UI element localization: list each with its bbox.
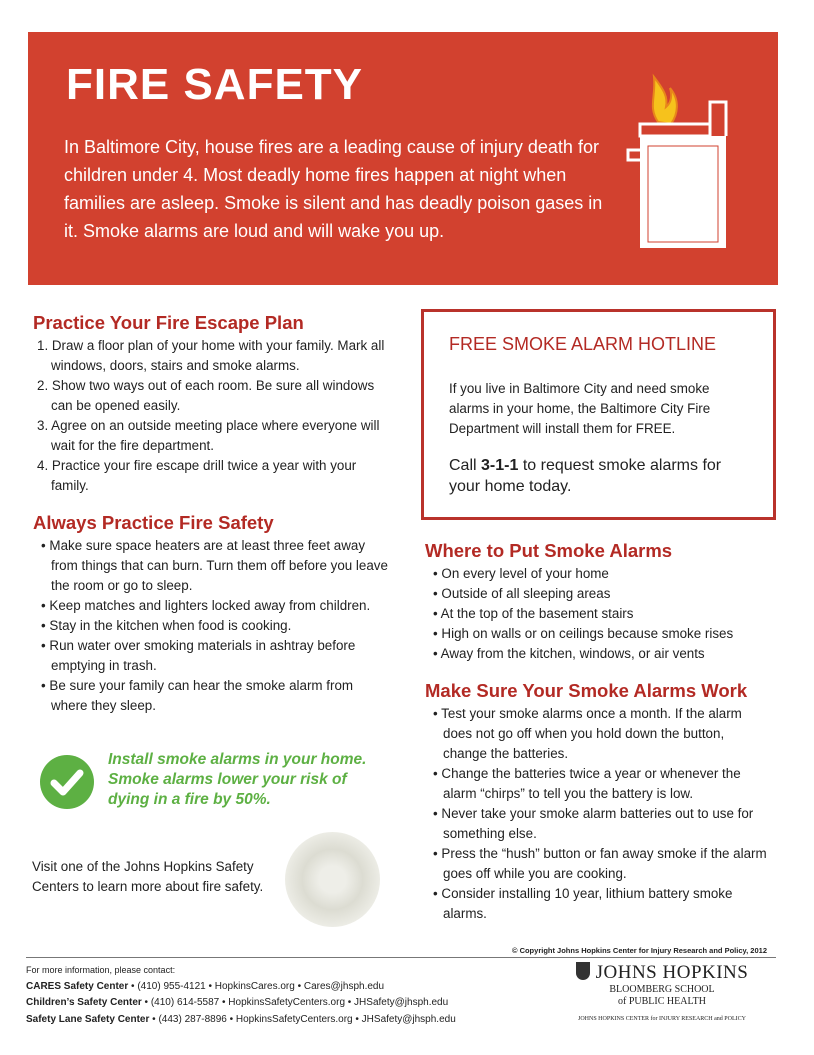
visit-line: Visit one of the Johns Hopkins Safety [32,859,254,874]
list-item: • Keep matches and lighters locked away from children. [33,596,388,616]
work-section [425,680,770,924]
hotline-text: If you live in Baltimore City and need smoke alarms in your home, the Baltimore City Fire Department will install them for FREE. [449,381,711,436]
list-item: • Be sure your family can hear the smoke alarm from where they sleep. [33,676,388,716]
page-title: FIRE SAFETY [66,60,364,109]
copyright: © Copyright Johns Hopkins Center for Injury Research and Policy, 2012 [511,946,767,955]
section-heading: Practice Your Fire Escape Plan [33,312,304,333]
stove-fire-icon [626,72,746,252]
fire-safety-section [33,512,388,716]
list-item: • Test your smoke alarms once a month. If the alarm does not go off when you hold down the button, change the batteries. [425,704,770,764]
contact-info: • (410) 955-4121 • HopkinsCares.org • Cares@jhsph.edu [128,980,385,992]
visit-text [32,857,263,897]
contact-name: Safety Lane Safety Center [26,1013,150,1025]
call-pre: Call [449,457,482,474]
logo-school: BLOOMBERG SCHOOL [609,984,715,995]
tip-line: Smoke alarms lower your risk of [108,771,347,788]
list-item: • Change the batteries twice a year or whenever the alarm “chirps” to tell you the battery is low. [425,764,770,804]
logo-name [572,962,752,984]
hotline-box [421,309,776,520]
header-banner [28,32,778,285]
tip-line: Install smoke alarms in your home. [108,751,367,768]
escape-plan-section [33,312,393,496]
contact-row [26,979,456,996]
list-item: • On every level of your home [425,564,775,584]
contact-row [26,995,456,1012]
list-item: • Make sure space heaters are at least three feet away from things that can burn. Turn them off before you leave the room or go to sleep. [33,536,388,596]
checkmark-icon [40,755,94,809]
jhu-logo [572,962,752,1022]
list-item: 1. Draw a floor plan of your home with your family. Mark all windows, doors, stairs and smoke alarms. [37,338,385,373]
shield-icon [576,962,590,980]
logo-center: JOHNS HOPKINS CENTER for INJURY RESEARCH and POLICY [578,1016,746,1022]
contact-row [26,1012,456,1029]
list-item: • High on walls or on ceilings because smoke rises [425,624,775,644]
contact-info: • (410) 614-5587 • HopkinsSafetyCenters.org • JHSafety@jhsph.edu [141,997,449,1008]
list-item: 4. Practice your fire escape drill twice a year with your family. [37,458,357,493]
visit-line: Centers to learn more about fire safety. [32,879,264,894]
list-item: 2. Show two ways out of each room. Be sure all windows can be opened easily. [37,378,375,413]
call-post: to request smoke alarms for your home today. [449,457,722,495]
list-item: 3. Agree on an outside meeting place where everyone will wait for the fire department. [37,418,380,453]
tip-callout [108,750,366,810]
section-heading: Make Sure Your Smoke Alarms Work [425,680,748,701]
list-item: • Run water over smoking materials in ashtray before emptying in trash. [33,636,388,676]
section-heading: Where to Put Smoke Alarms [425,540,673,561]
contact-footer [26,962,456,1028]
contact-name: Children’s Safety Center [26,997,142,1008]
footer-intro: For more information, please contact: [26,965,176,975]
list-item: • Never take your smoke alarm batteries out to use for something else. [425,804,770,844]
hotline-number: 3-1-1 [481,457,519,474]
list-item: • Press the “hush” button or fan away smoke if the alarm goes off while you are cooking. [425,844,770,884]
contact-name: CARES Safety Center [26,980,129,992]
tip-line: dying in a fire by 50%. [108,791,271,808]
list-item: • Consider installing 10 year, lithium battery smoke alarms. [425,884,770,924]
list-item: • Stay in the kitchen when food is cooking. [33,616,388,636]
smoke-alarm-image [285,832,380,927]
list-item: • Away from the kitchen, windows, or air vents [425,644,775,664]
hotline-call [449,455,748,497]
where-section [425,540,775,664]
logo-name-text: JOHNS HOPKINS [595,962,749,983]
hotline-title: FREE SMOKE ALARM HOTLINE [449,334,717,354]
divider [26,957,776,958]
logo-school: of PUBLIC HEALTH [618,996,706,1007]
section-heading: Always Practice Fire Safety [33,512,274,533]
list-item: • At the top of the basement stairs [425,604,775,624]
list-item: • Outside of all sleeping areas [425,584,775,604]
intro-text: In Baltimore City, house fires are a leading cause of injury death for children under 4. Most deadly home fires happen at night when families are asleep. Smoke is silent and has deadly poison gases in it. Smoke alarms are loud and will wake you up. [64,137,603,241]
contact-info: • (443) 287-8896 • HopkinsSafetyCenters.org • JHSafety@jhsph.edu [149,1013,456,1025]
